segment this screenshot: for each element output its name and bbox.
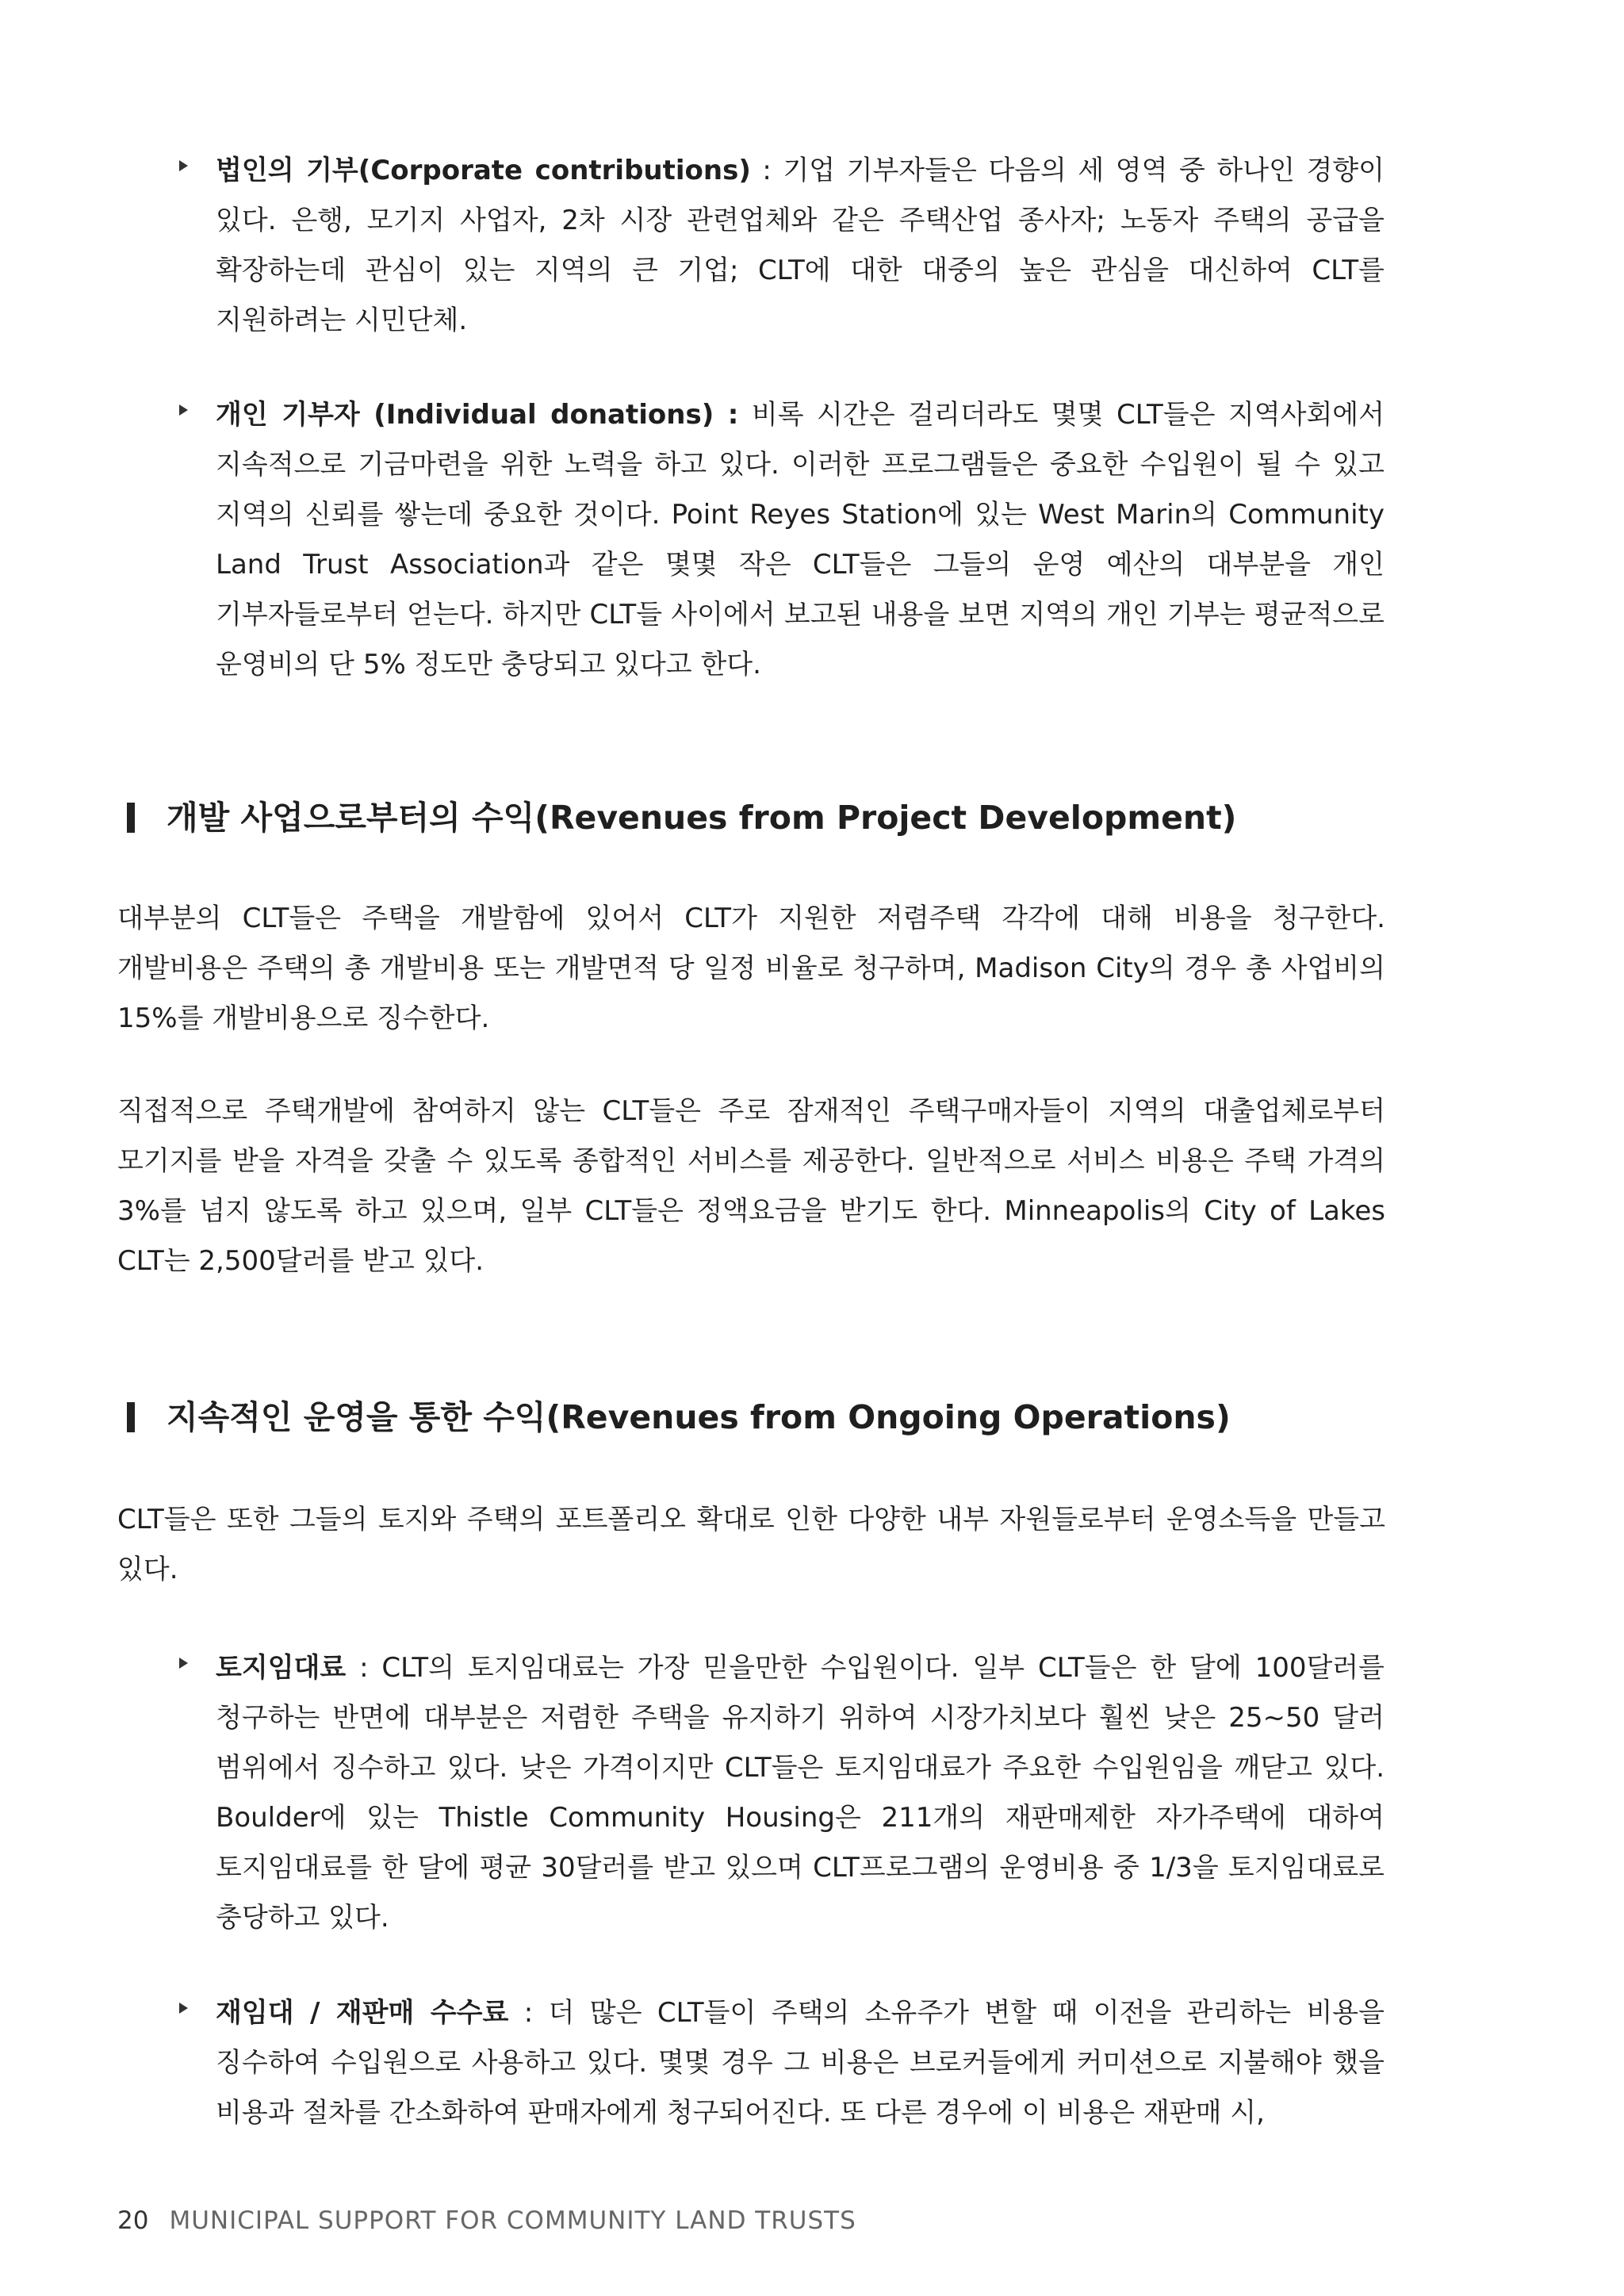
list-item <box>179 1643 1385 1943</box>
list-item-term: 재임대 / 재판매 수수료 <box>216 1997 509 2029</box>
bullet-marker <box>179 160 188 171</box>
list-item <box>179 1988 1385 2138</box>
list-item-text: : 더 많은 CLT들이 주택의 소유주가 변할 때 이전을 관리하는 비용을 징수하여 수입원으로 사용하고 있다. 몇몇 경우 그 비용은 브로커들에게 커미션으로 지불해야 했을 비용과 절차를 간소화하여 판매자에게 청구되어진다. 또 다른 경우에 이 비용은 재판매 시, <box>216 1997 1385 2129</box>
list-item-text: 비록 시간은 걸리더라도 몇몇 CLT들은 지역사회에서 지속적으로 기금마련을 위한 노력을 하고 있다. 이러한 프로그램들은 중요한 수입원이 될 수 있고 지역의 신뢰를 쌓는데 중요한 것이다. Point Reyes Station에 있는 West Marin의 Community Land Trust Association과 같은 몇몇 작은 CLT들은 그들의 운영 예산의 대부분을 개인 기부자들로부터 얻는다. 하지만 CLT들 사이에서 보고된 내용을 보면 지역의 개인 기부는 평균적으로 운영비의 단 5% 정도만 충당되고 있다고 한다. <box>216 399 1385 680</box>
list-item <box>179 146 1385 346</box>
list-item-term: 개인 기부자 (Individual donations) : <box>216 399 739 431</box>
section-title: 지속적인 운영을 통한 수익(Revenues from Ongoing Operations) <box>167 1398 1231 1436</box>
bullet-marker <box>179 2003 188 2014</box>
section-title: 개발 사업으로부터의 수익(Revenues from Project Development) <box>167 799 1237 837</box>
heading-bar <box>127 1402 135 1432</box>
list-item <box>179 390 1385 690</box>
bullet-marker <box>179 404 188 416</box>
list-item-term: 토지임대료 <box>216 1652 347 1684</box>
paragraph: 직접적으로 주택개발에 참여하지 않는 CLT들은 주로 잠재적인 주택구매자들이 지역의 대출업체로부터 모기지를 받을 자격을 갖출 수 있도록 종합적인 서비스를 제공한다. 일반적으로 서비스 비용은 주택 가격의 3%를 넘지 않도록 하고 있으며, 일부 CLT들은 정액요금을 받기도 한다. Minneapolis의 City of Lakes CLT는 2,500달러를 받고 있다. <box>117 1095 1385 1277</box>
heading-bar <box>127 803 135 833</box>
list-item-text: : 기업 기부자들은 다음의 세 영역 중 하나인 경향이 있다. 은행, 모기지 사업자, 2차 시장 관련업체와 같은 주택산업 종사자; 노동자 주택의 공급을 확장하는데 관심이 있는 지역의 큰 기업; CLT에 대한 대중의 높은 관심을 대신하여 CLT를 지원하려는 시민단체. <box>216 155 1385 336</box>
list-item-body <box>216 1643 1385 1943</box>
paragraph: 대부분의 CLT들은 주택을 개발함에 있어서 CLT가 지원한 저렴주택 각각에 대해 비용을 청구한다. 개발비용은 주택의 총 개발비용 또는 개발면적 당 일정 비율로 청구하며, Madison City의 경우 총 사업비의 15%를 개발비용으로 징수한다. <box>117 903 1385 1034</box>
list-item-body <box>216 1988 1385 2138</box>
section-heading <box>127 790 1396 845</box>
list-item-text: : CLT의 토지임대료는 가장 믿을만한 수입원이다. 일부 CLT들은 한 달에 100달러를 청구하는 반면에 대부분은 저렴한 주택을 유지하기 위하여 시장가치보다 훨씬 낮은 25~50 달러 범위에서 징수하고 있다. 낮은 가격이지만 CLT들은 토지임대료가 주요한 수입원임을 깨닫고 있다. Boulder에 있는 Thistle Community Housing은 211개의 재판매제한 자가주택에 대하여 토지임대료를 한 달에 평균 30달러를 받고 있으며 CLT프로그램의 운영비용 중 1/3을 토지임대료로 충당하고 있다. <box>216 1652 1385 1934</box>
footer-title: MUNICIPAL SUPPORT FOR COMMUNITY LAND TRUSTS <box>169 2206 856 2235</box>
list-item-body <box>216 146 1385 346</box>
list-item-body <box>216 390 1385 690</box>
list-item-term: 법인의 기부(Corporate contributions) <box>216 155 751 186</box>
paragraph: CLT들은 또한 그들의 토지와 주택의 포트폴리오 확대로 인한 다양한 내부 자원들로부터 운영소득을 만들고 있다. <box>117 1504 1385 1585</box>
bullet-marker <box>179 1658 188 1669</box>
section-heading <box>127 1389 1396 1445</box>
page-number: 20 <box>117 2206 149 2235</box>
page-footer <box>117 2205 856 2237</box>
